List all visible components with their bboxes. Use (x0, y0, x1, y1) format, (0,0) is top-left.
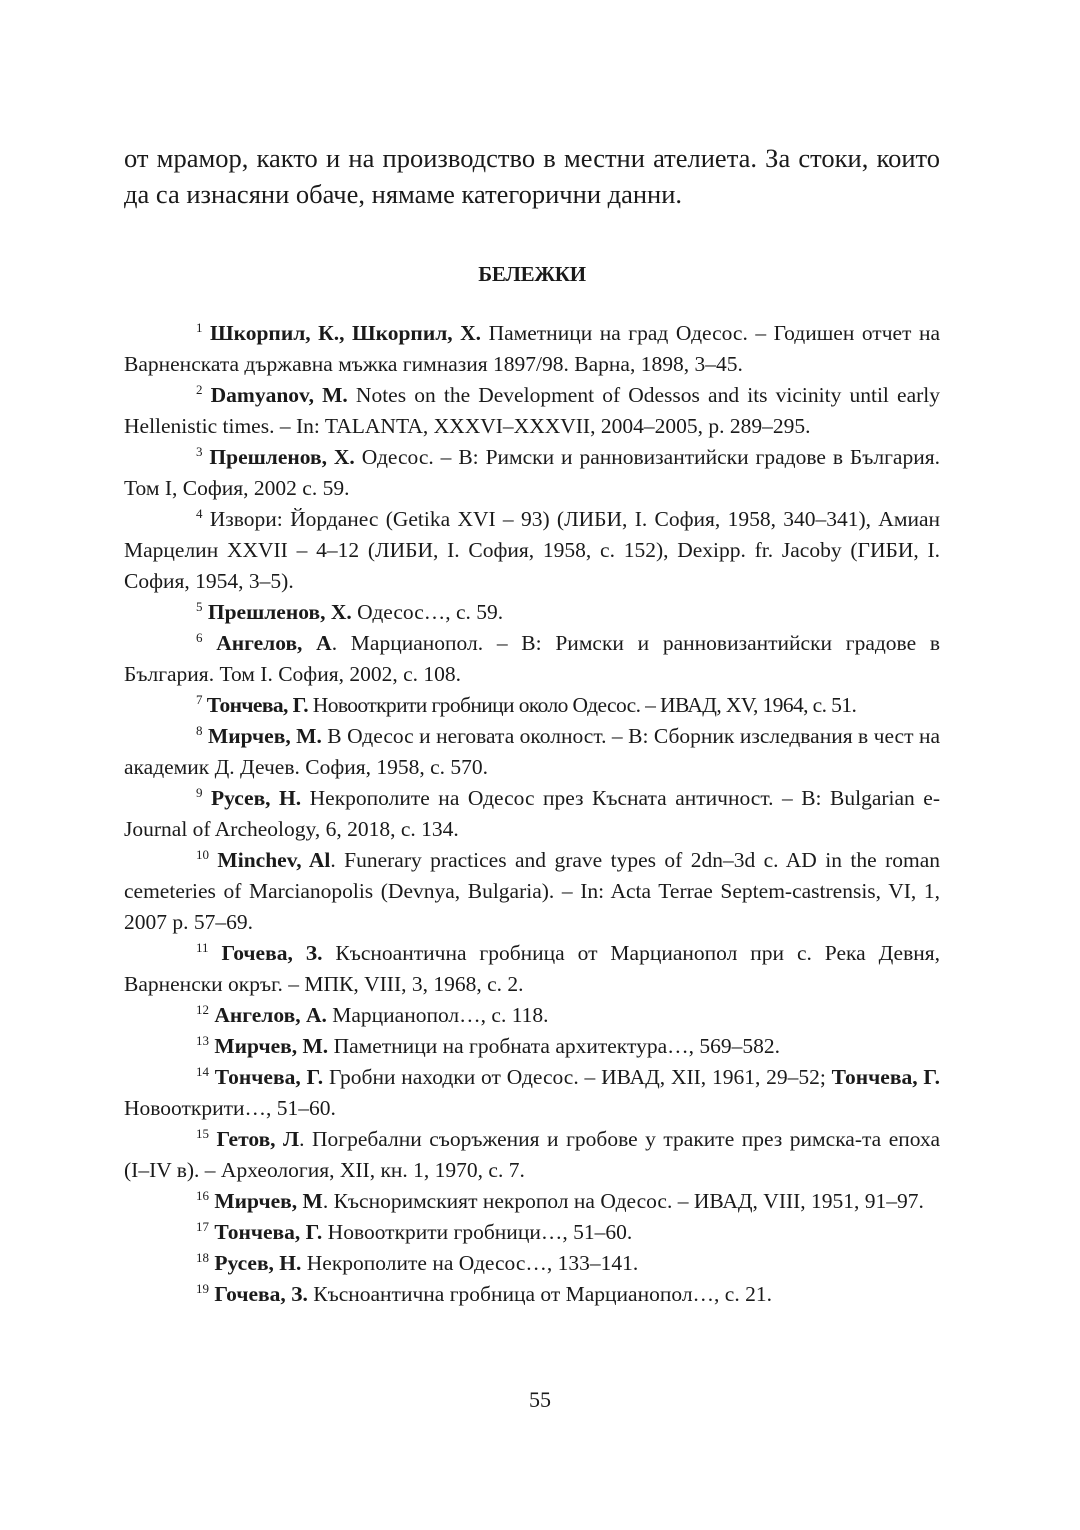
footnote-number: 19 (196, 1281, 209, 1296)
footnote-14 (124, 1062, 940, 1124)
footnote-author: Minchev, Al (217, 848, 331, 872)
footnote-2 (124, 380, 940, 442)
footnote-text: Марцианопол…, с. 118. (326, 1003, 549, 1027)
footnote-text: Одесос…, с. 59. (351, 600, 504, 624)
footnote-12 (124, 1000, 940, 1031)
footnote-author: Русев, Н. (211, 786, 302, 810)
footnote-text: Notes on the Development of Odessos and its vicinity until early Hellenistic times. – In: TALANTA, XXXVI–XXXVII, 2004–2005, p. 289–295. (124, 383, 941, 438)
footnote-text: . Funerary practices and grave types of 2dn–3d c. AD in the roman cemeteries of Marcianopolis (Devnya, Bulgaria). – In: Acta Terrae Septem-castrensis, VI, 1, 2007 p. 57–69. (124, 848, 940, 934)
footnote-author: Тончева, Г. (214, 1220, 323, 1244)
footnote-number: 17 (196, 1219, 209, 1234)
footnote-number: 13 (196, 1033, 209, 1048)
footnote-author: Прешленов, Х. (209, 445, 355, 469)
footnote-number: 8 (196, 723, 203, 738)
footnote-text: Новооткрити гробници…, 51–60. (322, 1220, 633, 1244)
footnote-17 (124, 1217, 940, 1248)
footnote-author: Прешленов, Х. (207, 600, 352, 624)
footnote-author: Шкорпил, К., Шкорпил, Х. (210, 321, 482, 345)
footnote-5 (124, 597, 940, 628)
footnote-number: 7 (196, 692, 202, 707)
footnote-text: . Погребални съоръжения и гробове у траките през римска-та епоха (I–IV в). – Археология, XII, кн. 1, 1970, с. 7. (124, 1127, 940, 1182)
footnote-number: 10 (196, 847, 209, 862)
footnote-3 (124, 442, 940, 504)
footnote-text: Паметници на град Одесос. – Годишен отчет на Варненската държавна мъжка гимназия 1897/98. Варна, 1898, 3–45. (124, 321, 941, 376)
footnote-text: Паметници на гробната архитектура…, 569–582. (328, 1034, 781, 1058)
footnote-text: В Одесос и неговата околност. – В: Сборник изследвания в чест на академик Д. Дечев. София, 1958, с. 570. (124, 724, 940, 779)
footnote-author: Мирчев, М (214, 1189, 323, 1213)
footnote-9 (124, 783, 940, 845)
footnote-text: Некрополите на Одесос през Късната античност. – В: Bulgarian e-Journal of Archeology, 6, 2018, с. 134. (124, 786, 941, 841)
footnote-number: 9 (196, 785, 203, 800)
footnote-19 (124, 1279, 940, 1310)
footnote-11 (124, 938, 940, 1000)
footnote-text: . Марцианопол. – В: Римски и ранновизантийски градове в България. Том I. София, 2002, с. 108. (124, 631, 941, 686)
footnote-number: 3 (196, 444, 203, 459)
footnote-text: Новооткрити гробници около Одесос. – ИВАД, XV, 1964, с. 51. (308, 693, 857, 717)
footnote-4 (124, 504, 940, 597)
page-body (124, 140, 940, 1310)
footnote-number: 14 (196, 1064, 209, 1079)
footnote-number: 2 (196, 382, 203, 397)
footnote-15 (124, 1124, 940, 1186)
footnote-text: Гробни находки от Одесос. – ИВАД, XII, 1961, 29–52; (323, 1065, 832, 1089)
footnote-text: Некрополите на Одесос…, 133–141. (301, 1251, 639, 1275)
footnote-author: Русев, Н. (214, 1251, 302, 1275)
footnote-text: Късноантична гробница от Марцианопол…, с. 21. (307, 1282, 772, 1306)
footnote-author: Тончева, Г. (214, 1065, 324, 1089)
footnote-16 (124, 1186, 940, 1217)
footnote-number: 15 (196, 1126, 209, 1141)
notes-list (124, 318, 940, 1310)
footnote-number: 16 (196, 1188, 209, 1203)
footnote-text: . Късноримският некропол на Одесос. – ИВАД, VIII, 1951, 91–97. (322, 1189, 924, 1213)
footnote-author: Ангелов, А (216, 631, 332, 655)
footnote-author-secondary: Тончева, Г. (831, 1065, 940, 1089)
footnote-8 (124, 721, 940, 783)
intro-paragraph: от мрамор, както и на производство в местни ателиета. За стоки, които да са изнасяни обаче, нямаме категорични данни. (124, 143, 940, 209)
footnote-author: Тончева, Г. (206, 693, 309, 717)
footnote-author: Мирчев, М. (214, 1034, 329, 1058)
footnote-text-secondary: Новооткрити…, 51–60. (124, 1096, 336, 1120)
footnote-author: Гочева, З. (214, 1282, 308, 1306)
footnote-18 (124, 1248, 940, 1279)
footnote-number: 11 (196, 940, 209, 955)
footnote-text: Късноантична гробница от Марцианопол при с. Река Девня, Варненски окръг. – МПК, VIII, 3, 1968, с. 2. (124, 941, 940, 996)
footnote-text: Извори: Йорданес (Getika XVI – 93) (ЛИБИ, I. София, 1958, 340–341), Амиан Марцелин XXVII – 4–12 (ЛИБИ, I. София, 1958, с. 152), Dexipp. fr. Jacoby (ГИБИ, I. София, 1954, 3–5). (124, 507, 940, 593)
notes-heading: БЕЛЕЖКИ (478, 262, 586, 286)
footnote-10 (124, 845, 940, 938)
footnote-13 (124, 1031, 940, 1062)
footnote-author: Damyanov, M. (210, 383, 348, 407)
footnote-author: Гетов, Л (216, 1127, 300, 1151)
footnote-text: Одесос. – В: Римски и ранновизантийски градове в България. Том I, София, 2002 с. 59. (124, 445, 940, 500)
footnote-number: 18 (196, 1250, 209, 1265)
footnote-number: 6 (196, 630, 203, 645)
footnote-author: Гочева, З. (221, 941, 323, 965)
footnote-7 (124, 690, 940, 721)
footnote-number: 1 (196, 320, 203, 335)
footnote-1 (124, 318, 940, 380)
footnote-number: 5 (196, 599, 203, 614)
footnote-author: Ангелов, А. (214, 1003, 327, 1027)
footnote-author: Мирчев, М. (207, 724, 322, 748)
footnote-number: 4 (196, 506, 203, 521)
footnote-6 (124, 628, 940, 690)
footnote-number: 12 (196, 1002, 209, 1017)
page-number: 55 (529, 1387, 551, 1412)
